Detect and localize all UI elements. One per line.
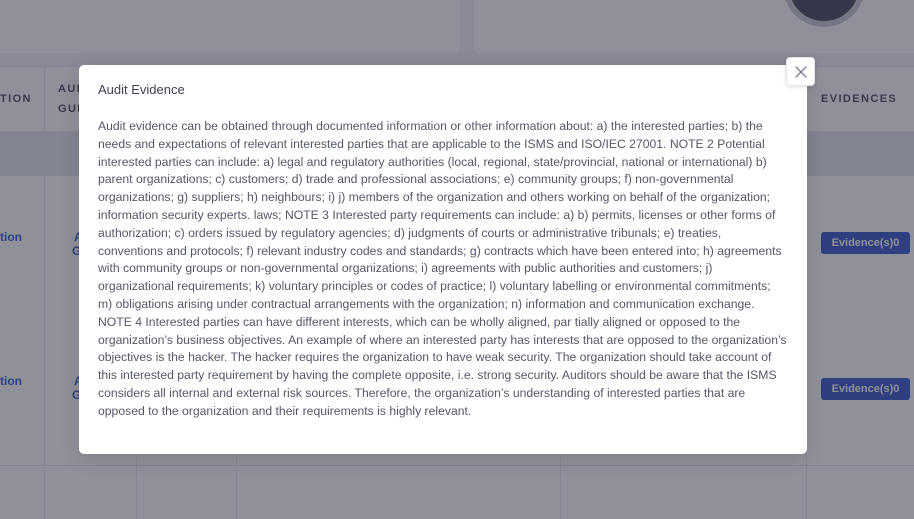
audit-evidence-modal	[79, 65, 807, 454]
close-icon	[795, 66, 807, 78]
modal-title: Audit Evidence	[98, 82, 185, 97]
modal-body-text: Audit evidence can be obtained through documented information or other information about: a) the interested parties; b) the needs and expectations of relevant interested parties that are applicable to the ISMS and ISO/IEC 27001. NOTE 2 Potential interested parties can include: a) legal and regulatory authorities (local, regional, state/provincial, national or international) b) parent organizations; c) customers; d) trade and professional associations; e) community groups; f) non-governmental organizations; g) suppliers; h) neighbours; i) j) members of the organization and others working on behalf of the organization; information security experts. laws; NOTE 3 Interested party requirements can include: a) b) permits, licenses or other forms of authorization; c) orders issued by regulatory agencies; d) judgments of courts or administrative tribunals; e) treaties, conventions and protocols; f) relevant industry codes and standards; g) contracts which have been entered into; h) agreements with community groups or non-governmental organizations; i) agreements with public authorities and customers; j) organizational requirements; k) voluntary principles or codes of practice; l) voluntary labelling or environmental commitments; m) obligations arising under contractual arrangements with the organization; n) information and communication exchange. NOTE 4 Interested parties can have different interests, which can be wholly aligned, par tially aligned or opposed to the organization’s business objectives. An example of where an interested party has interests that are opposed to the organization’s objectives is the hacker. The hacker requires the organization to have weak security. The organization should take account of this interested party requirement by having the complete opposite, i.e. strong security. Auditors should be aware that the ISMS considers all internal and external risk sources. Therefore, the organization’s understanding of interested parties that are opposed to the organization and their requirements is highly relevant.	[98, 119, 787, 418]
close-button[interactable]	[786, 57, 815, 86]
